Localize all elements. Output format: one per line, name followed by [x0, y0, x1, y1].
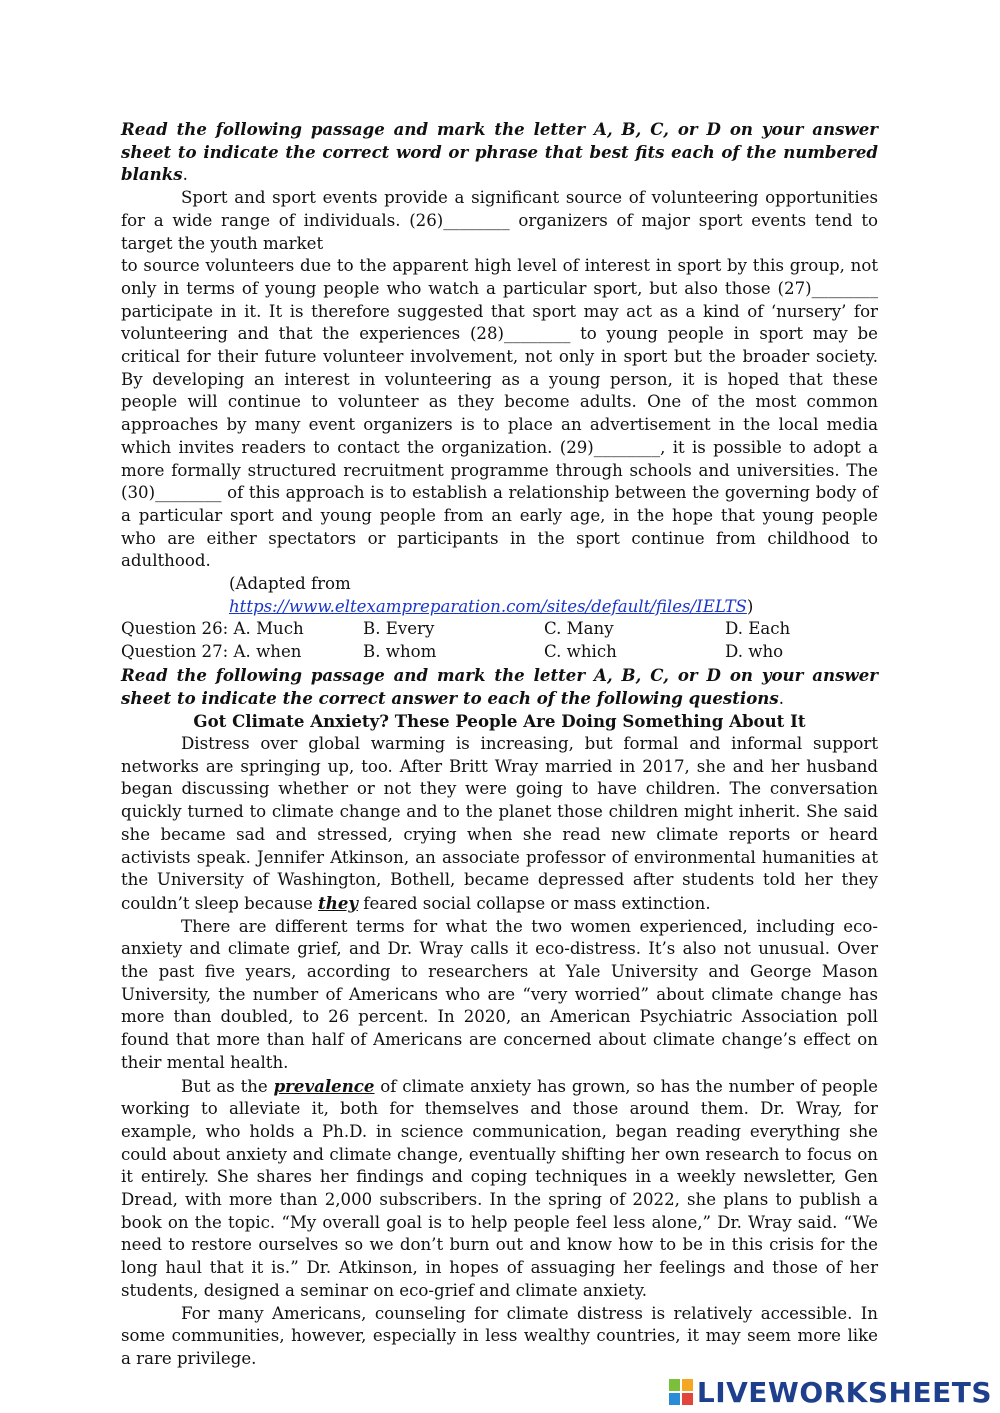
option-d: D. Each: [725, 619, 791, 639]
liveworksheets-logo: [668, 1375, 992, 1409]
question-27-row: [121, 641, 878, 664]
highlighted-word-prevalence: prevalence: [273, 1075, 375, 1096]
liveworksheets-logo-icon: [668, 1377, 694, 1407]
option-b: B. Every: [363, 619, 435, 639]
cloze-paragraph-1: Sport and sport events provide a significant source of volunteering opportunities for a wide range of individuals. (26)________ organizers of major sport events tend to target the youth market: [121, 188, 878, 253]
highlighted-word-they: they: [318, 892, 359, 913]
option-d: D. who: [725, 642, 784, 662]
worksheet-content: [121, 118, 878, 1371]
option-a: Question 27: A. when: [121, 642, 302, 662]
reading-paragraph-2: There are different terms for what the two women experienced, including eco-anxiety and climate grief, and Dr. Wray calls it eco-distress. It’s also not unusual. Over the past five years, according to researchers at Yale University and George Mason University, the number of Americans who are “very worried” about climate change has more than doubled, to 26 percent. In 2020, an American Psychiatric Association poll found that more than half of Americans are concerned about climate change’s effect on their mental health.: [121, 916, 878, 1072]
question-26-row: [121, 618, 878, 641]
option-c: C. which: [544, 642, 617, 662]
section1-instruction: Read the following passage and mark the letter A, B, C, or D on your answer sheet to indicate the correct word or phrase that best fits each of the numbered blanks.: [121, 119, 878, 185]
reading-paragraph-4: For many Americans, counseling for climate distress is relatively accessible. In some communities, however, especially in less wealthy countries, it may seem more like a rare privilege.: [121, 1303, 878, 1368]
option-a: Question 26: A. Much: [121, 619, 304, 639]
reading-paragraph-1: Distress over global warming is increasing, but formal and informal support networks are springing up, too. After Britt Wray married in 2017, she and her husband began discussing whether or not they were going to have children. The conversation quickly turned to climate change and to the planet those children might inherit. She said she became sad and stressed, crying when she read new climate reports or heard activists speak. Jennifer Atkinson, an associate professor of environmental humanities at the University of Washington, Bothell, became depressed after students told her they couldn’t sleep because they feared social collapse or mass extinction.: [121, 733, 878, 913]
passage-title: Got Climate Anxiety? These People Are Doing Something About It: [193, 711, 806, 732]
cloze-paragraph-2: to source volunteers due to the apparent high level of interest in sport by this group, not only in terms of young people who watch a particular sport, but also those (27)________ participate in it. It is therefore suggested that sport may act as a kind of ‘nursery’ for volunteering and that the experiences (28)________ to young people in sport may be critical for their future volunteer involvement, not only in sport but the broader society. By developing an interest in volunteering as a young person, it is hoped that these people will continue to volunteer as they become adults. One of the most common approaches by many event organizers is to place an advertisement in the local media which invites readers to contact the organization. (29)________, it is possible to adopt a more formally structured recruitment programme through schools and universities. The (30)________ of this approach is to establish a relationship between the governing body of a particular sport and young people from an early age, in the hope that young people who are either spectators or participants in the sport continue from childhood to adulthood.: [121, 256, 878, 571]
section2-instruction: Read the following passage and mark the letter A, B, C, or D on your answer sheet to indicate the correct answer to each of the following questions.: [121, 664, 878, 708]
source-citation: (Adapted from https://www.eltexampreparation.com/sites/default/files/IELTS): [229, 574, 754, 616]
source-link[interactable]: https://www.eltexampreparation.com/sites/default/files/IELTS: [229, 596, 747, 616]
option-b: B. whom: [363, 642, 437, 662]
logo-text: LIVEWORKSHEETS: [696, 1375, 992, 1409]
reading-paragraph-3: But as the prevalence of climate anxiety has grown, so has the number of people working to alleviate it, both for themselves and those around them. Dr. Wray, for example, who holds a Ph.D. in science communication, began reading everything she could about anxiety and climate change, eventually shifting her own research to focus on it entirely. She shares her findings and coping techniques in a weekly newsletter, Gen Dread, with more than 2,000 subscribers. In the spring of 2022, she plans to publish a book on the topic. “My overall goal is to help people feel less alone,” Dr. Wray said. “We need to restore ourselves so we don’t burn out and know how to be in this crisis for the long haul that it is.” Dr. Atkinson, in hopes of assuaging her feelings and those of her students, designed a seminar on eco-grief and climate anxiety.: [121, 1075, 878, 1300]
option-c: C. Many: [544, 619, 614, 639]
